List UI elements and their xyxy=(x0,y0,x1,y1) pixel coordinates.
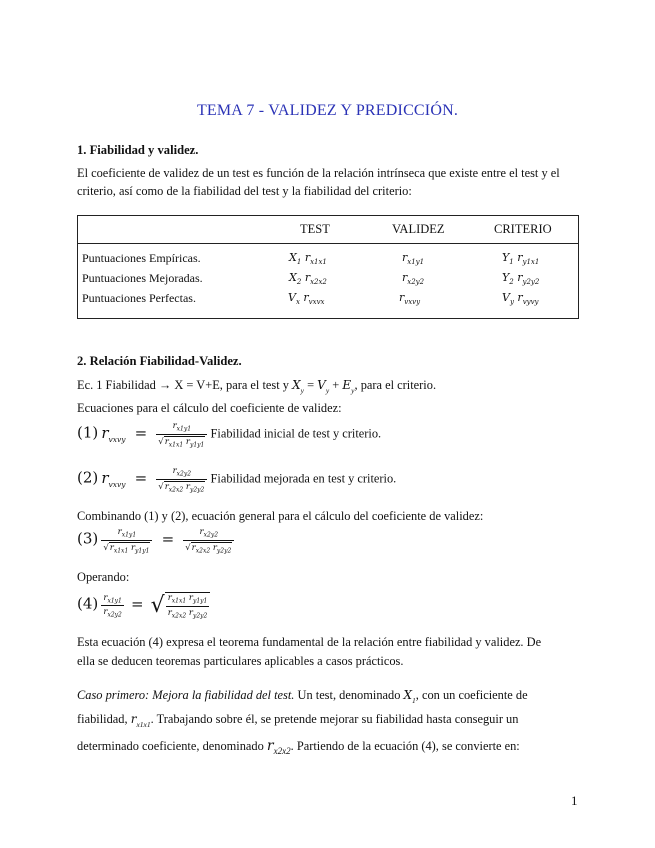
caso-line1: Caso primero: Mejora la fiabilidad del test. Un test, denominado $X_1$, con un coeficiente de xyxy=(77,688,528,705)
caso-line2: fiabilidad, $r_{x1x1}$. Trabajando sobre él, se pretende mejorar su fiabilidad hasta conseguir un xyxy=(77,712,519,729)
table-cell-test: $X_2$ $r_{x2x2}$ xyxy=(289,271,327,286)
table-cell-validez: $r_{vxvy}$ xyxy=(399,291,421,306)
section2-heading: 2. Relación Fiabilidad-Validez. xyxy=(77,354,242,368)
page-number: 1 xyxy=(571,793,578,808)
table-cell-criterio: $V_y$ $r_{vyvy}$ xyxy=(502,291,539,306)
eq2-text: Fiabilidad mejorada en test y criterio. xyxy=(210,471,397,486)
conclusion-line1: Esta ecuación (4) expresa el teorema fundamental de la relación entre fiabilidad y validez. De xyxy=(77,635,542,649)
page-title: TEMA 7 - VALIDEZ Y PREDICCIÓN. xyxy=(196,102,459,119)
ecuaciones-intro: Ecuaciones para el cálculo del coeficiente de validez: xyxy=(77,401,342,415)
equation-4: (4) $\frac{r_{x1y1}}{r_{x2y2}}$ = √ $\frac{r_{x1x1} r_{y1y1}}{r_{x2x2} r_{y2y2}}$ xyxy=(77,592,210,619)
table-cell-validez: $r_{x2y2}$ xyxy=(402,271,425,286)
table-row-label: Puntuaciones Mejoradas. xyxy=(82,271,203,285)
equation-1: (1) $r_{vxvy}$ = $\frac{r_{x1y1}}{√r_{x1x1} r_{y1y1}}$ Fiabilidad inicial de test y criterio. xyxy=(77,421,382,449)
table-header-test: TEST xyxy=(300,222,330,236)
table-cell-test: $V_x$ $r_{vxvx}$ xyxy=(288,291,325,306)
table-row-label: Puntuaciones Empíricas. xyxy=(82,251,201,265)
table-header-divider xyxy=(77,243,578,244)
section1-heading: 1. Fiabilidad y validez. xyxy=(77,143,199,157)
eq2-fraction: $\frac{r_{x2y2}}{√r_{x2x2} r_{y2y2}}$ xyxy=(156,466,207,493)
table-cell-validez: $r_{x1y1}$ xyxy=(402,251,425,266)
equation-3: (3) $\frac{r_{x1y1}}{√r_{x1x1} r_{y1y1}}$ = $\frac{r_{x2y2}}{√r_{x2x2} r_{y2y2}}$ xyxy=(77,527,234,554)
table-header-criterio: CRITERIO xyxy=(494,222,552,236)
ec1-line: Ec. 1 Fiabilidad → X = V+E, para el test y $X_y = V_y + E_y$, para el criterio. xyxy=(77,378,437,395)
eq1-text: Fiabilidad inicial de test y criterio. xyxy=(210,426,382,441)
conclusion-line2: ella se deducen teoremas particulares aplicables a casos prácticos. xyxy=(77,654,404,668)
eq2-number: (2) xyxy=(77,468,99,487)
table-row-label: Puntuaciones Perfectas. xyxy=(82,291,196,305)
section1-para-line1: El coeficiente de validez de un test es función de la relación intrínseca que existe entre el test y el xyxy=(77,166,560,180)
eq1-fraction: $\frac{r_{x1y1}}{√r_{x1x1} r_{y1y1}}$ xyxy=(156,421,207,448)
eq3-number: (3) xyxy=(77,529,99,548)
section1-para-line2: criterio, así como de la fiabilidad del test y la fiabilidad del criterio: xyxy=(77,184,412,198)
eq1-number: (1) xyxy=(77,423,99,442)
table-header-validez: VALIDEZ xyxy=(392,222,445,236)
combinando-line: Combinando (1) y (2), ecuación general para el cálculo del coeficiente de validez: xyxy=(77,509,484,523)
table-cell-test: $X_1$ $r_{x1x1}$ xyxy=(289,251,327,266)
table-cell-criterio: $Y_1$ $r_{y1x1}$ xyxy=(502,251,540,266)
table-cell-criterio: $Y_2$ $r_{y2y2}$ xyxy=(502,271,540,286)
equation-2: (2) $r_{vxvy}$ = $\frac{r_{x2y2}}{√r_{x2x2} r_{y2y2}}$ Fiabilidad mejorada en test y criterio. xyxy=(77,466,397,494)
eq4-number: (4) xyxy=(77,594,99,613)
caso-line3: determinado coeficiente, denominado $r_{x2x2}$. Partiendo de la ecuación (4), se convierte en: xyxy=(77,738,520,756)
operando-line: Operando: xyxy=(77,570,130,584)
